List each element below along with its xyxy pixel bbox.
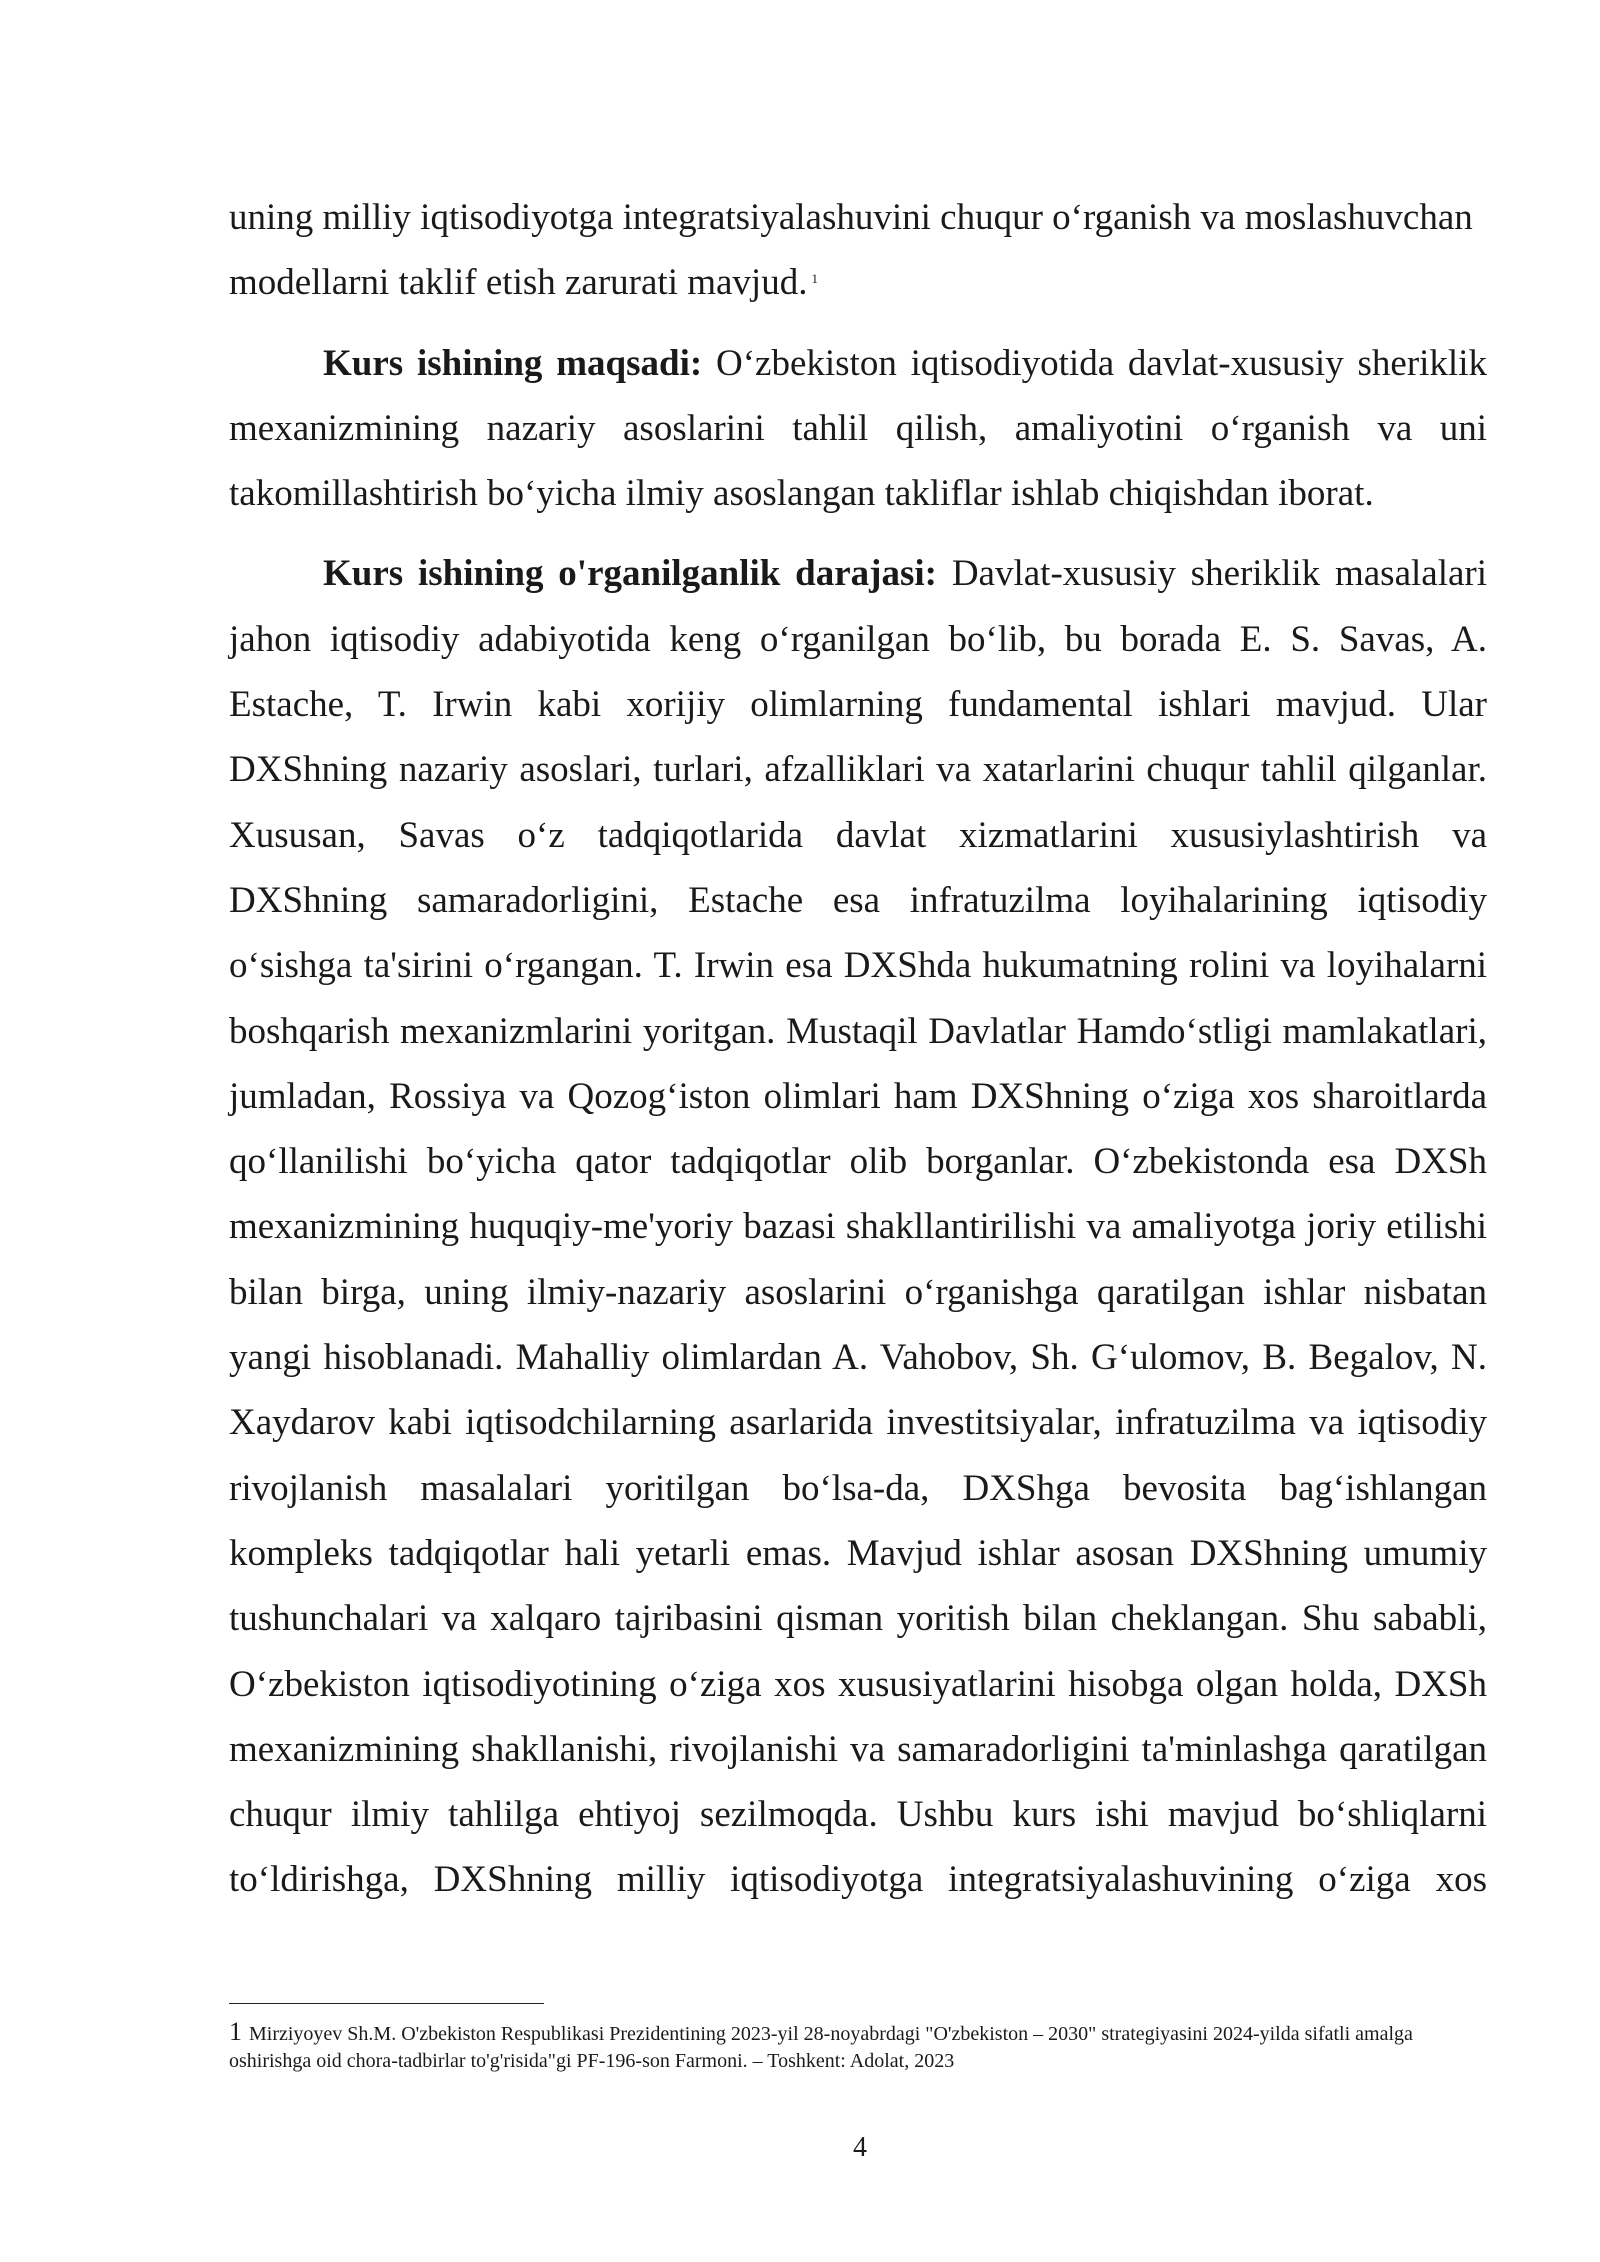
body-text: [229, 185, 1487, 1913]
paragraph-heading: Kurs ishining o'rganilganlik darajasi:: [323, 553, 937, 595]
paragraph-research-level: [229, 541, 1487, 1912]
footnote-text: Mirziyoyev Sh.M. O'zbekiston Respublikasi Prezidentining 2023-yil 28-noyabrdagi "O'zbekiston – 2030" strategiyasini 2024-yilda sifatli amalga oshirishga oid chora-tadbirlar to'g'risida"gi PF-196-son Farmoni. – Toshkent: Adolat, 2023: [229, 2023, 1413, 2072]
paragraph-text: uning milliy iqtisodiyotga integratsiyalashuvini chuqur o‘rganish va moslashuvchan modellarni taklif etish zarurati mavjud.: [229, 197, 1473, 304]
paragraph-heading: Kurs ishining maqsadi:: [323, 342, 703, 384]
footnote-reference[interactable]: 1: [811, 270, 818, 286]
footnote-number: 1: [229, 2017, 242, 2046]
page-number: 4: [853, 2132, 867, 2163]
paragraph-text: O‘zbekiston iqtisodiyotida davlat-xususiy sheriklik mexanizmining nazariy asoslarini tahlil qilish, amaliyotini o‘rganish va uni takomillashtirish bo‘yicha ilmiy asoslangan takliflar ishlab chiqishdan iborat.: [229, 342, 1487, 515]
footnote: [229, 2018, 1487, 2075]
footnote-separator: [229, 2003, 544, 2004]
paragraph-continued: [229, 185, 1487, 316]
paragraph-goal: [229, 331, 1487, 527]
paragraph-text: Davlat-xususiy sheriklik masalalari jahon iqtisodiy adabiyotida keng o‘rganilgan bo‘lib, bu borada E. S. Savas, A. Estache, T. Irwin kabi xorijiy olimlarning fundamental ishlari mavjud. Ular DXShning nazariy asoslari, turlari, afzalliklari va xatarlarini chuqur tahlil qilganlar. Xususan, Savas o‘z tadqiqotlarida davlat xizmatlarini xususiylashtirish va DXShning samaradorligini, Estache esa infratuzilma loyihalarining iqtisodiy o‘sishga ta'sirini o‘rgangan. T. Irwin esa DXShda hukumatning rolini va loyihalarni boshqarish mexanizmlarini yoritgan. Mustaqil Davlatlar Hamdo‘stligi mamlakatlari, jumladan, Rossiya va Qozog‘iston olimlari ham DXShning o‘ziga xos sharoitlarda qo‘llanilishi bo‘yicha qator tadqiqotlar olib borganlar. O‘zbekistonda esa DXSh mexanizmining huquqiy-me'yoriy bazasi shakllantirilishi va amaliyotga joriy etilishi bilan birga, uning ilmiy-nazariy asoslarini o‘rganishga qaratilgan ishlar nisbatan yangi hisoblanadi. Mahalliy olimlardan A. Vahobov, Sh. G‘ulomov, B. Begalov, N. Xaydarov kabi iqtisodchilarning asarlarida investitsiyalar, infratuzilma va iqtisodiy rivojlanish masalalari yoritilgan bo‘lsa-da, DXShga bevosita bag‘ishlangan kompleks tadqiqotlar hali yetarli emas. Mavjud ishlar asosan DXShning umumiy tushunchalari va xalqaro tajribasini qisman yoritish bilan cheklangan. Shu sababli, O‘zbekiston iqtisodiyotining o‘ziga xos xususiyatlarini hisobga olgan holda, DXSh mexanizmining shakllanishi, rivojlanishi va samaradorligini ta'minlashga qaratilgan chuqur ilmiy tahlilga ehtiyoj sezilmoqda. Ushbu kurs ishi mavjud bo‘shliqlarni to‘ldirishga, DXShning milliy iqtisodiyotga integratsiyalashuvining o‘ziga xos: [229, 553, 1487, 1901]
